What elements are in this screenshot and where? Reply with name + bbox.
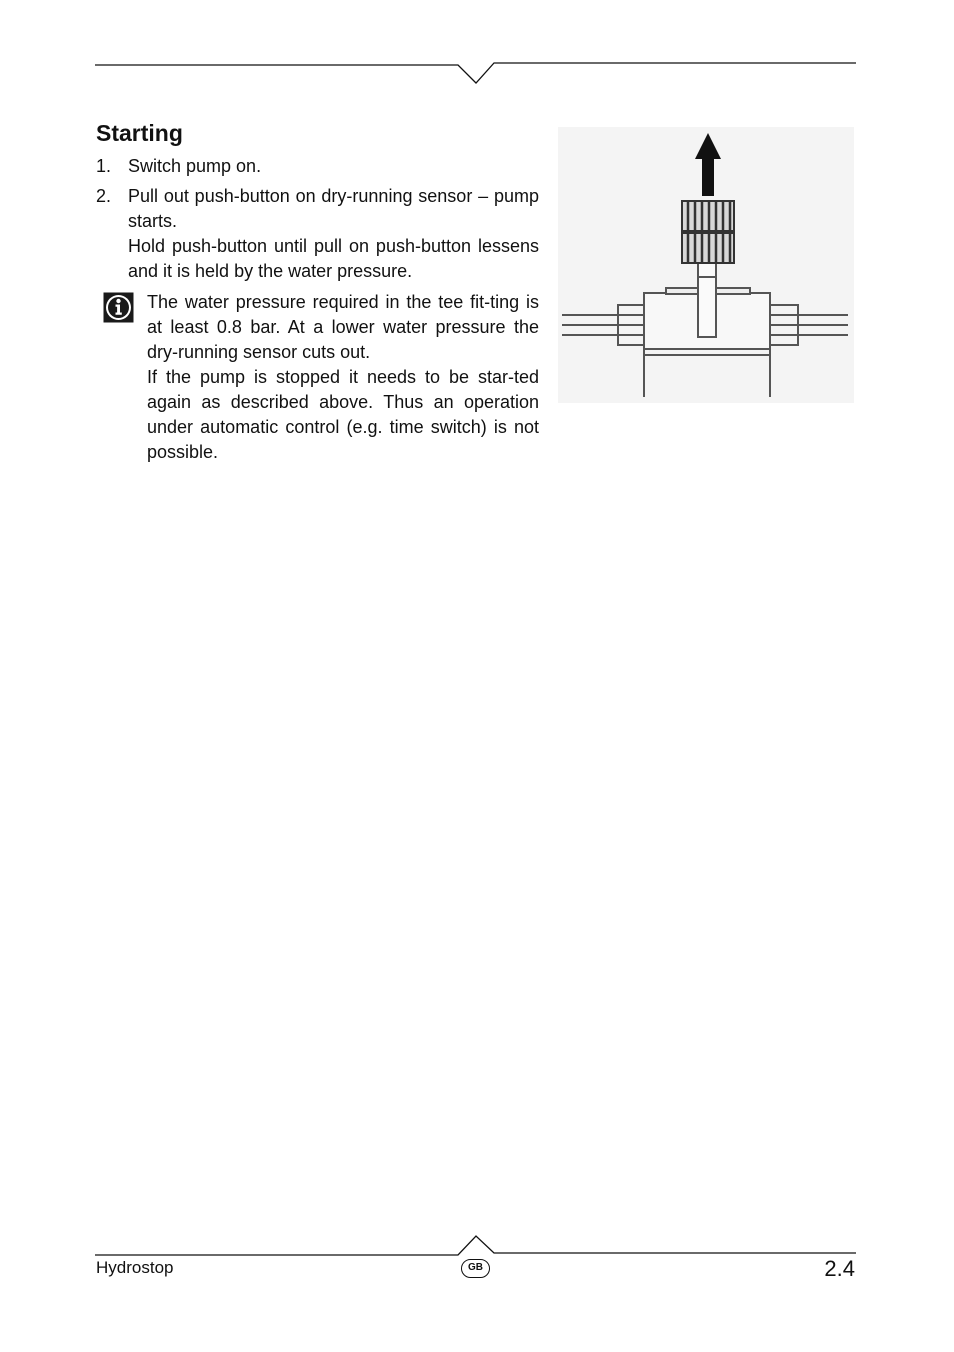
info-icon bbox=[103, 292, 134, 323]
note-paragraph: The water pressure required in the tee fit-ting is at least 0.8 bar. At a lower water pressure the dry-running sensor cuts out. bbox=[147, 292, 539, 362]
info-note bbox=[147, 290, 539, 465]
section-title: Starting bbox=[96, 120, 183, 146]
step-number: 1. bbox=[96, 156, 112, 176]
language-badge: GB bbox=[461, 1259, 490, 1278]
note-paragraph: If the pump is stopped it needs to be star-ted again as described above. Thus an operation under automatic control (e.g. time switch) is not possible. bbox=[147, 367, 539, 462]
step-1 bbox=[96, 154, 539, 179]
page-number: 2.4 bbox=[824, 1256, 855, 1281]
footer-title: Hydrostop bbox=[96, 1258, 174, 1277]
header-rule bbox=[0, 0, 954, 100]
step-text: Hold push-button until pull on push-button lessens and it is held by the water pressure. bbox=[128, 236, 539, 281]
dry-running-sensor-tee-fitting-illustration bbox=[558, 127, 854, 403]
step-number: 2. bbox=[96, 186, 112, 206]
step-text: Pull out push-button on dry-running sensor – pump starts. bbox=[128, 186, 539, 231]
step-2 bbox=[96, 184, 539, 284]
step-text: Switch pump on. bbox=[128, 156, 262, 176]
